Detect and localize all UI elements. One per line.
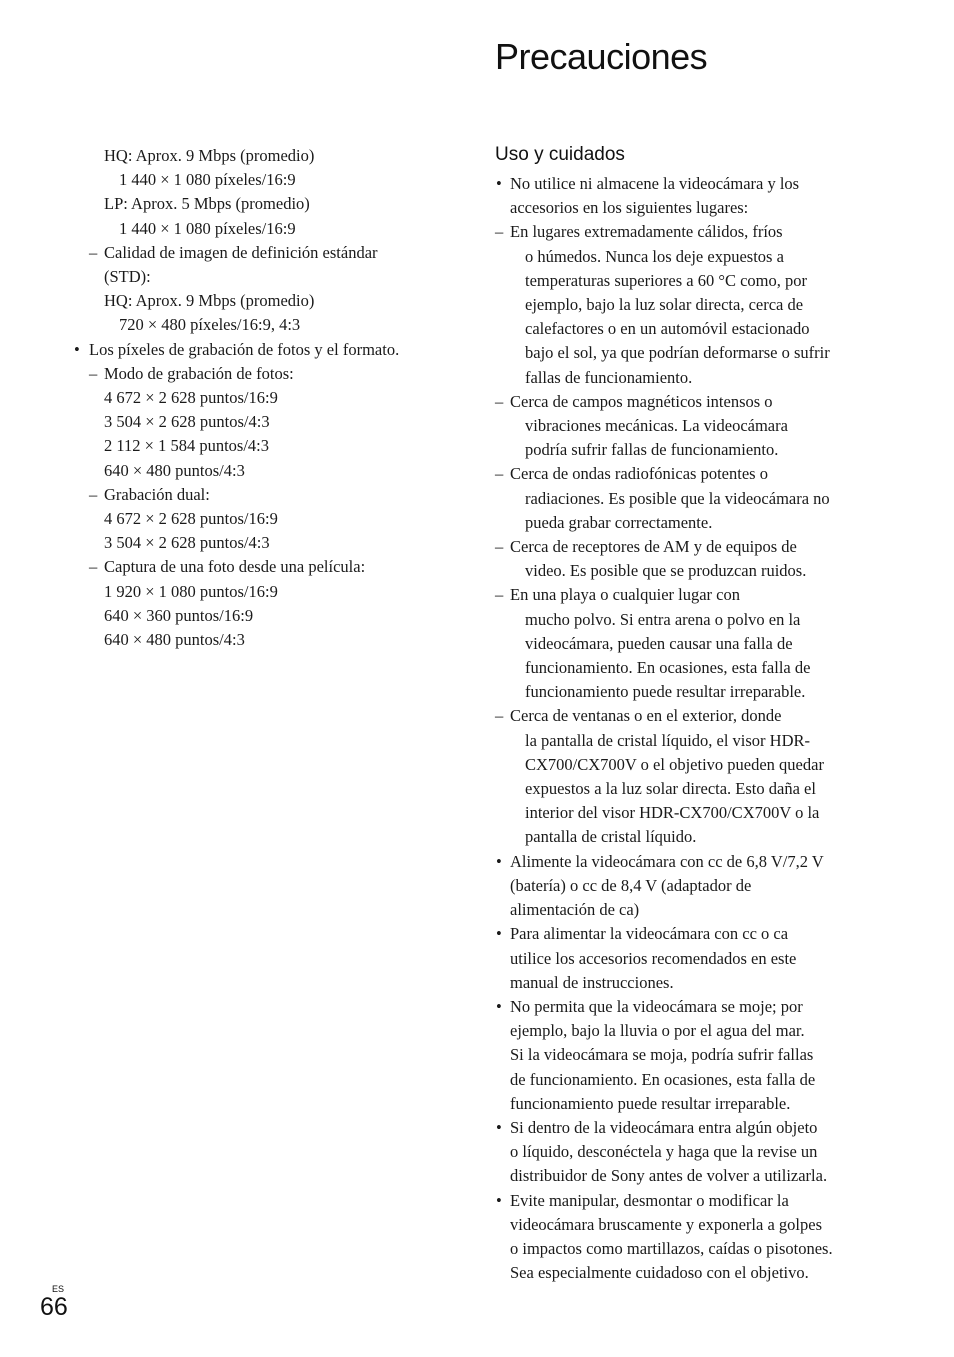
line-text: funcionamiento. En ocasiones, esta falla de — [525, 658, 811, 678]
line-text: expuestos a la luz solar directa. Esto daña el — [525, 779, 816, 799]
line-text: 1 920 × 1 080 puntos/16:9 — [104, 581, 278, 601]
dash-item — [495, 220, 875, 244]
line-text: Sea especialmente cuidadoso con el objetivo. — [510, 1263, 809, 1283]
text-line — [495, 1164, 875, 1188]
line-text: 640 × 480 puntos/4:3 — [104, 460, 245, 480]
left-column — [60, 144, 450, 652]
text-line — [60, 192, 450, 216]
text-line — [495, 559, 875, 583]
bullet-item — [495, 1116, 875, 1140]
section-heading: Uso y cuidados — [495, 144, 625, 165]
bullet-marker: • — [496, 851, 502, 871]
bullet-marker: • — [496, 996, 502, 1016]
bullet-marker: • — [496, 1117, 502, 1137]
text-line — [495, 898, 875, 922]
line-text: No permita que la videocámara se moje; por — [510, 996, 803, 1016]
line-text: En una playa o cualquier lugar con — [510, 585, 740, 605]
line-text: 4 672 × 2 628 puntos/16:9 — [104, 509, 278, 529]
text-line — [495, 874, 875, 898]
text-line — [60, 434, 450, 458]
line-text: videocámara, pueden causar una falla de — [525, 633, 793, 653]
text-line — [60, 265, 450, 289]
dash-item — [60, 362, 450, 386]
line-text: ejemplo, bajo la lluvia o por el agua del mar. — [510, 1021, 805, 1041]
text-line — [495, 317, 875, 341]
text-line — [60, 386, 450, 410]
text-line — [495, 801, 875, 825]
line-text: utilice los accesorios recomendados en este — [510, 948, 797, 968]
line-text: No utilice ni almacene la videocámara y los — [510, 174, 800, 193]
line-text: 1 440 × 1 080 píxeles/16:9 — [119, 170, 296, 190]
line-text: HQ: Aprox. 9 Mbps (promedio) — [104, 291, 315, 311]
line-text: Calidad de imagen de definición estándar — [104, 242, 378, 262]
text-line — [495, 777, 875, 801]
bullet-marker: • — [496, 1190, 502, 1210]
dash-item — [495, 390, 875, 414]
dash-marker: – — [89, 242, 98, 262]
bullet-item — [60, 338, 450, 362]
text-line — [495, 245, 875, 269]
line-text: Cerca de ondas radiofónicas potentes o — [510, 464, 768, 484]
line-text: calefactores o en un automóvil estacionado — [525, 319, 810, 339]
text-line — [495, 269, 875, 293]
line-text: o líquido, desconéctela y haga que la revise un — [510, 1142, 818, 1162]
text-line — [60, 628, 450, 652]
line-text: radiaciones. Es posible que la videocámara no — [525, 488, 830, 508]
text-line — [495, 1140, 875, 1164]
line-text: (batería) o cc de 8,4 V (adaptador de — [510, 875, 752, 895]
text-line — [495, 487, 875, 511]
text-line — [60, 313, 450, 337]
bullet-marker: • — [496, 924, 502, 944]
text-line — [495, 1068, 875, 1092]
line-text: Si dentro de la videocámara entra algún objeto — [510, 1117, 818, 1137]
dash-item — [60, 241, 450, 265]
line-text: Para alimentar la videocámara con cc o ca — [510, 924, 789, 944]
line-text: fallas de funcionamiento. — [525, 367, 693, 387]
line-text: vibraciones mecánicas. La videocámara — [525, 416, 788, 436]
line-text: temperaturas superiores a 60 °C como, por — [525, 270, 807, 290]
bullet-item — [495, 995, 875, 1019]
bullet-item — [495, 1189, 875, 1213]
dash-item — [60, 555, 450, 579]
text-line — [60, 289, 450, 313]
line-text: distribuidor de Sony antes de volver a utilizarla. — [510, 1166, 828, 1186]
line-text: o impactos como martillazos, caídas o pisotones. — [510, 1238, 833, 1258]
bullet-item — [495, 172, 875, 196]
line-text: Cerca de receptores de AM y de equipos de — [510, 537, 797, 557]
text-line — [495, 608, 875, 632]
text-line — [495, 680, 875, 704]
line-text: Alimente la videocámara con cc de 6,8 V/7,2 V — [510, 851, 824, 871]
line-text: interior del visor HDR-CX700/CX700V o la — [525, 803, 820, 823]
text-line — [495, 656, 875, 680]
text-line — [495, 753, 875, 777]
line-text: video. Es posible que se produzcan ruidos. — [525, 561, 807, 581]
bullet-item — [495, 922, 875, 946]
line-text: bajo el sol, ya que podrían deformarse o sufrir — [525, 343, 830, 363]
page-number: 66 — [40, 1293, 68, 1321]
right-column — [495, 142, 875, 1285]
bullet-marker: • — [496, 174, 502, 193]
line-text: la pantalla de cristal líquido, el visor HDR- — [525, 730, 811, 750]
line-text: 1 440 × 1 080 píxeles/16:9 — [119, 218, 296, 238]
language-code: ES — [52, 1284, 65, 1294]
text-line — [495, 341, 875, 365]
text-line — [60, 531, 450, 555]
text-line — [495, 511, 875, 535]
line-text: mucho polvo. Si entra arena o polvo en la — [525, 609, 801, 629]
line-text: Los píxeles de grabación de fotos y el formato. — [89, 339, 400, 359]
line-text: 3 504 × 2 628 puntos/4:3 — [104, 533, 270, 553]
text-line — [495, 196, 875, 220]
line-text: 640 × 360 puntos/16:9 — [104, 605, 254, 625]
text-line — [60, 410, 450, 434]
dash-item — [60, 483, 450, 507]
dash-marker: – — [495, 464, 504, 484]
text-line — [60, 144, 450, 168]
bullet-item — [495, 850, 875, 874]
text-line — [495, 632, 875, 656]
line-text: 720 × 480 píxeles/16:9, 4:3 — [119, 315, 301, 335]
text-line — [495, 1213, 875, 1237]
line-text: videocámara bruscamente y exponerla a golpes — [510, 1214, 822, 1234]
line-text: Cerca de campos magnéticos intensos o — [510, 391, 773, 411]
line-text: funcionamiento puede resultar irreparable. — [510, 1093, 791, 1113]
line-text: 3 504 × 2 628 puntos/4:3 — [104, 412, 270, 432]
line-text: ejemplo, bajo la luz solar directa, cerca de — [525, 295, 804, 315]
line-text: 4 672 × 2 628 puntos/16:9 — [104, 388, 278, 408]
dash-item — [495, 462, 875, 486]
line-text: 2 112 × 1 584 puntos/4:3 — [104, 436, 269, 456]
line-text: Si la videocámara se moja, podría sufrir fallas — [510, 1045, 814, 1065]
dash-marker: – — [89, 363, 98, 383]
line-text: pueda grabar correctamente. — [525, 512, 713, 532]
text-line — [495, 1092, 875, 1116]
text-line — [495, 947, 875, 971]
dash-marker: – — [495, 585, 504, 605]
right-column-text — [495, 172, 875, 1285]
text-line — [495, 825, 875, 849]
line-text: Evite manipular, desmontar o modificar la — [510, 1190, 789, 1210]
line-text: de funcionamiento. En ocasiones, esta falla de — [510, 1069, 816, 1089]
line-text: accesorios en los siguientes lugares: — [510, 198, 749, 218]
dash-marker: – — [495, 222, 504, 242]
line-text: HQ: Aprox. 9 Mbps (promedio) — [104, 146, 315, 165]
text-line — [60, 507, 450, 531]
line-text: CX700/CX700V o el objetivo pueden quedar — [525, 754, 824, 774]
text-line — [60, 217, 450, 241]
dash-item — [495, 704, 875, 728]
dash-marker: – — [89, 557, 98, 577]
text-line — [495, 1261, 875, 1285]
text-line — [495, 1237, 875, 1261]
text-line — [60, 580, 450, 604]
line-text: En lugares extremadamente cálidos, fríos — [510, 222, 783, 242]
line-text: manual de instrucciones. — [510, 972, 674, 992]
line-text: (STD): — [104, 267, 151, 287]
line-text: alimentación de ca) — [510, 900, 640, 920]
text-line — [495, 1043, 875, 1067]
text-line — [60, 168, 450, 192]
line-text: o húmedos. Nunca los deje expuestos a — [525, 246, 784, 266]
text-line — [495, 293, 875, 317]
line-text: Modo de grabación de fotos: — [104, 363, 294, 383]
dash-marker: – — [495, 391, 504, 411]
page-title: Precauciones — [495, 36, 708, 77]
text-line — [60, 459, 450, 483]
line-text: 640 × 480 puntos/4:3 — [104, 630, 245, 650]
dash-marker: – — [495, 537, 504, 557]
text-line — [495, 729, 875, 753]
text-line — [495, 366, 875, 390]
line-text: Cerca de ventanas o en el exterior, donde — [510, 706, 782, 726]
bullet-marker: • — [74, 339, 80, 359]
text-line — [60, 604, 450, 628]
text-line — [495, 438, 875, 462]
dash-item — [495, 583, 875, 607]
line-text: Captura de una foto desde una película: — [104, 557, 366, 577]
dash-item — [495, 535, 875, 559]
dash-marker: – — [89, 484, 98, 504]
line-text: LP: Aprox. 5 Mbps (promedio) — [104, 194, 310, 214]
text-line — [495, 414, 875, 438]
line-text: podría sufrir fallas de funcionamiento. — [525, 440, 779, 460]
line-text: funcionamiento puede resultar irreparable. — [525, 682, 806, 702]
line-text: Grabación dual: — [104, 484, 210, 504]
dash-marker: – — [495, 706, 504, 726]
line-text: pantalla de cristal líquido. — [525, 827, 697, 847]
text-line — [495, 1019, 875, 1043]
text-line — [495, 971, 875, 995]
